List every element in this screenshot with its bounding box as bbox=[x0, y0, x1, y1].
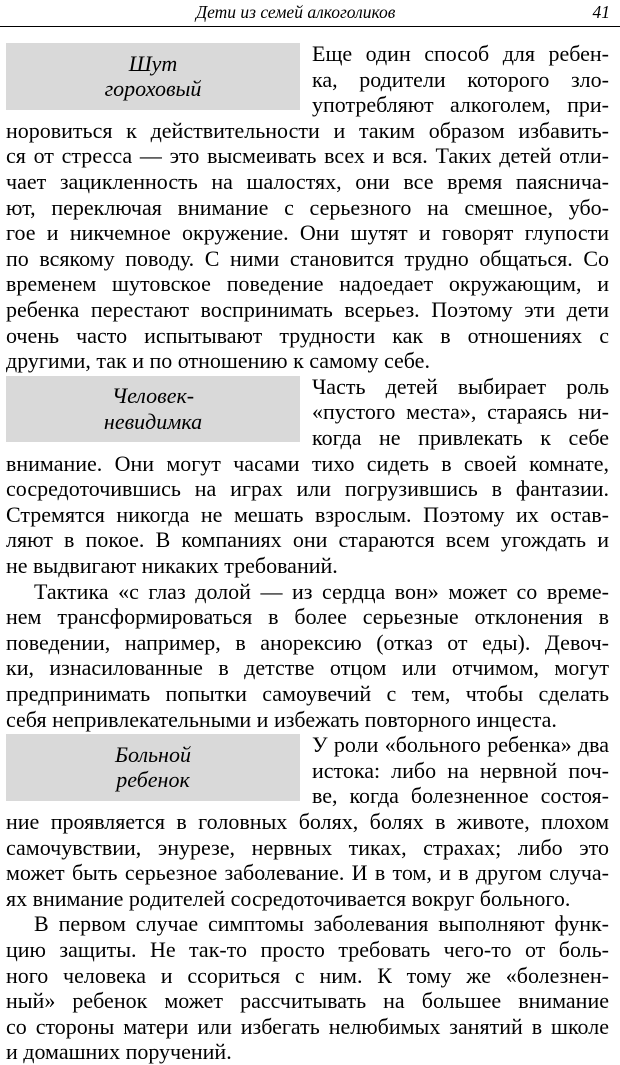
text-line: самочувствии, энурезе, нервных тиках, страхах; либо это bbox=[6, 834, 609, 860]
text-line: ве, когда болезненное состоя- bbox=[312, 783, 609, 809]
text-line: предпринимать попытки самоувечий с тем, чтобы сделать bbox=[6, 681, 609, 706]
sidebar-heading-invisible bbox=[6, 376, 300, 443]
sidebar-heading-line: Шут bbox=[128, 50, 178, 76]
sidebar-heading-line: невидимка bbox=[103, 409, 203, 435]
sidebar-heading-line: ребенок bbox=[116, 767, 190, 793]
text-line: ки, изнасилованные в детстве отцом или отчимом, могут bbox=[6, 655, 609, 681]
text-line: цию защиты. Не так-то просто требовать чего-то от боль- bbox=[6, 937, 609, 962]
text-line: другими, так и по отношению к самому себе. bbox=[6, 348, 430, 374]
text-line: ют, переключая внимание с серьезного на смешное, убо- bbox=[6, 194, 609, 220]
sidebar-heading-line: Человек- bbox=[111, 383, 195, 409]
text-line: ка, родители которого зло- bbox=[312, 66, 609, 92]
text-line: и домашних поручений. bbox=[6, 1039, 232, 1065]
text-line: Стремятся никогда не мешать взрослым. Поэтому их остав- bbox=[6, 501, 609, 527]
text-line: норовиться к действительности и таким образом избавить- bbox=[6, 117, 609, 143]
text-line: не выдвигают никаких требований. bbox=[6, 553, 338, 578]
text-line: истока: либо на нервной поч- bbox=[312, 757, 609, 783]
text-line: нем трансформироваться в более серьезные отклонения в bbox=[6, 604, 609, 630]
text-line: сосредоточившись на играх или погрузившись в фантазии. bbox=[6, 476, 609, 502]
text-line: «пустого места», стараясь ни- bbox=[312, 399, 609, 425]
text-line: чает зацикленность на шалостях, они все время паясничa- bbox=[6, 169, 609, 194]
text-line: себя непривлекательными и избежать повторного инцеста. bbox=[6, 706, 557, 732]
text-line: очень часто испытывают трудности как в отношениях с bbox=[6, 322, 609, 348]
text-line: ный» ребенок может рассчитывать на большее внимание bbox=[6, 988, 609, 1014]
sidebar-heading-line: гороховый bbox=[104, 76, 202, 102]
text-line: Еще один способ для ребен- bbox=[312, 41, 609, 66]
text-line: Тактика «с глаз долой — из сердца вон» может со време- bbox=[34, 578, 609, 604]
text-line: ся от стресса — это высмеивать всех и вся. Таких детей отли- bbox=[6, 143, 609, 169]
text-line: может быть серьезное заболевание. И в том, и в другом случа- bbox=[6, 860, 609, 886]
sidebar-heading-line: Больной bbox=[115, 741, 191, 767]
text-line: внимание. Они могут часами тихо сидеть в своей комнате, bbox=[6, 450, 609, 476]
text-line: поведении, например, в анорексию (отказ от еды). Девоч- bbox=[6, 629, 609, 655]
text-line: ляют в покое. В компаниях они стараются всем угождать и bbox=[6, 527, 609, 553]
text-line: Часть детей выбирает роль bbox=[312, 373, 609, 399]
text-line: когда не привлекать к себе bbox=[312, 425, 609, 450]
text-line: гое и никчемное окружение. Они шутят и говорят глупости bbox=[6, 220, 609, 246]
text-line: ние проявляется в головных болях, болях в животе, плохом bbox=[6, 809, 609, 834]
text-line: временем шутовское поведение надоедает окружающим, и bbox=[6, 271, 609, 297]
running-header bbox=[0, 0, 620, 27]
page-number: 41 bbox=[592, 2, 610, 22]
text-line: употребляют алкоголем, при- bbox=[312, 92, 609, 118]
text-line: со стороны матери или избегать нелюбимых занятий в школе bbox=[6, 1013, 609, 1039]
text-line: У роли «больного ребенка» два bbox=[312, 732, 609, 758]
text-line: В первом случае симптомы заболевания выполняют функ- bbox=[34, 911, 609, 937]
text-line: ях внимание родителей сосредоточивается вокруг больного. bbox=[6, 885, 571, 911]
text-line: по всякому поводу. С ними становится трудно общаться. Со bbox=[6, 245, 609, 271]
text-line: ребенка перестают воспринимать всерьез. Поэтому эти дети bbox=[6, 297, 609, 322]
running-title: Дети из семей алкоголиков bbox=[196, 2, 396, 22]
sidebar-heading-sick-child bbox=[6, 734, 300, 801]
text-line: ного человека и ссориться с ним. К тому же «болезнен- bbox=[6, 962, 609, 988]
sidebar-heading-jester bbox=[6, 43, 300, 110]
